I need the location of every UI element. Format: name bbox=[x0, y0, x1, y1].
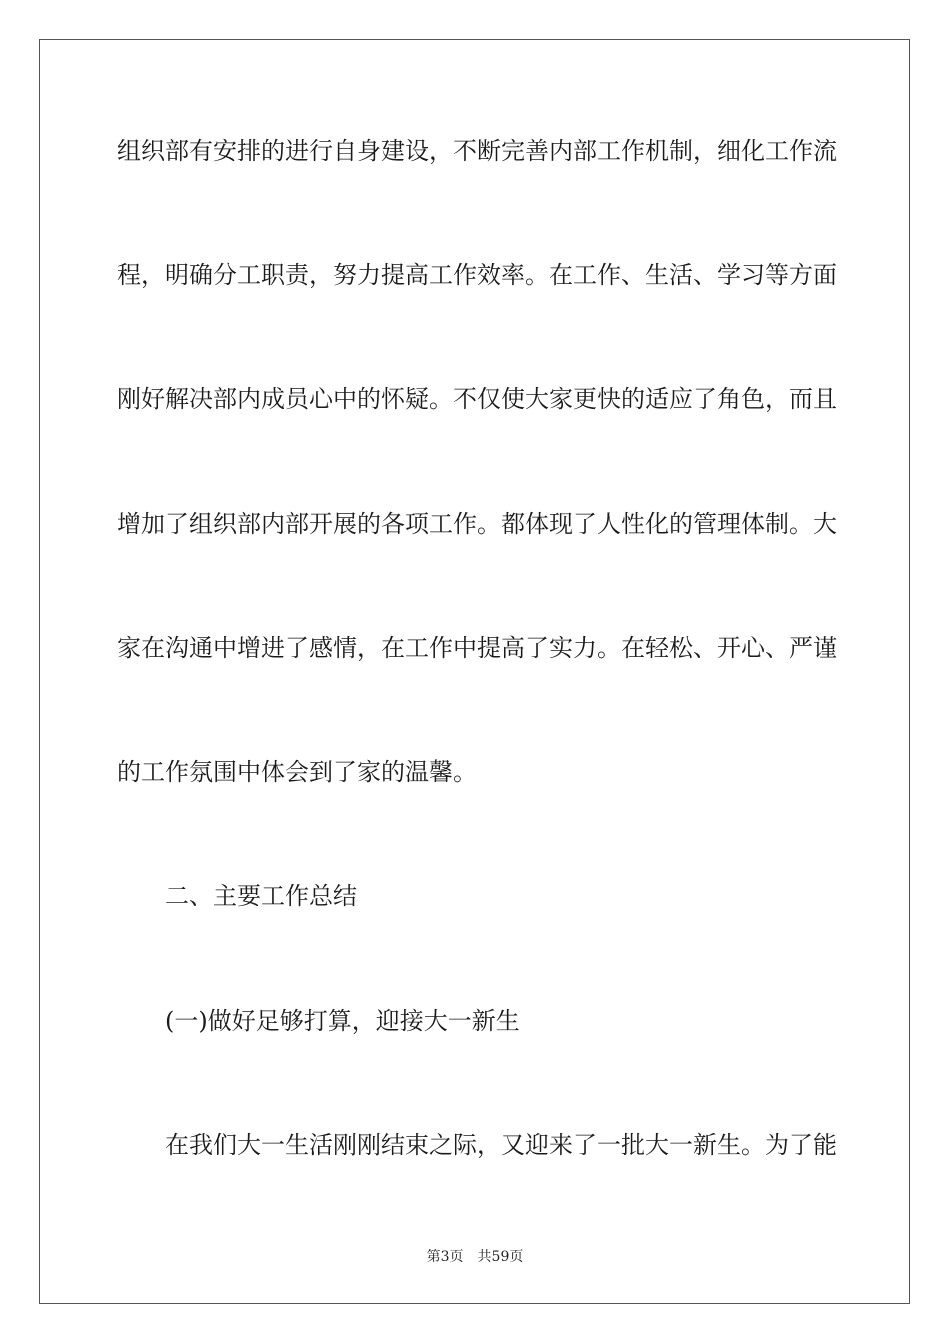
body-line-1: 组织部有安排的进行自身建设，不断完善内部工作机制，细化工作流 bbox=[117, 137, 837, 165]
body-line-5: 家在沟通中增进了感情，在工作中提高了实力。在轻松、开心、严谨 bbox=[117, 634, 837, 662]
page-footer bbox=[0, 1248, 950, 1266]
page-number: 第3页 bbox=[426, 1249, 464, 1265]
subsection-heading: (一)做好足够打算，迎接大一新生 bbox=[165, 1007, 520, 1035]
body-line-2: 程，明确分工职责，努力提高工作效率。在工作、生活、学习等方面 bbox=[117, 261, 837, 289]
body-line-4: 增加了组织部内部开展的各项工作。都体现了人性化的管理体制。大 bbox=[117, 510, 837, 538]
section-heading: 二、主要工作总结 bbox=[165, 882, 357, 910]
paragraph-first-line: 在我们大一生活刚刚结束之际，又迎来了一批大一新生。为了能 bbox=[165, 1131, 837, 1159]
body-line-6: 的工作氛围中体会到了家的温馨。 bbox=[117, 758, 477, 786]
page-total: 共59页 bbox=[477, 1249, 524, 1265]
page-border bbox=[39, 39, 910, 1304]
body-line-3: 刚好解决部内成员心中的怀疑。不仅使大家更快的适应了角色，而且 bbox=[117, 385, 837, 413]
